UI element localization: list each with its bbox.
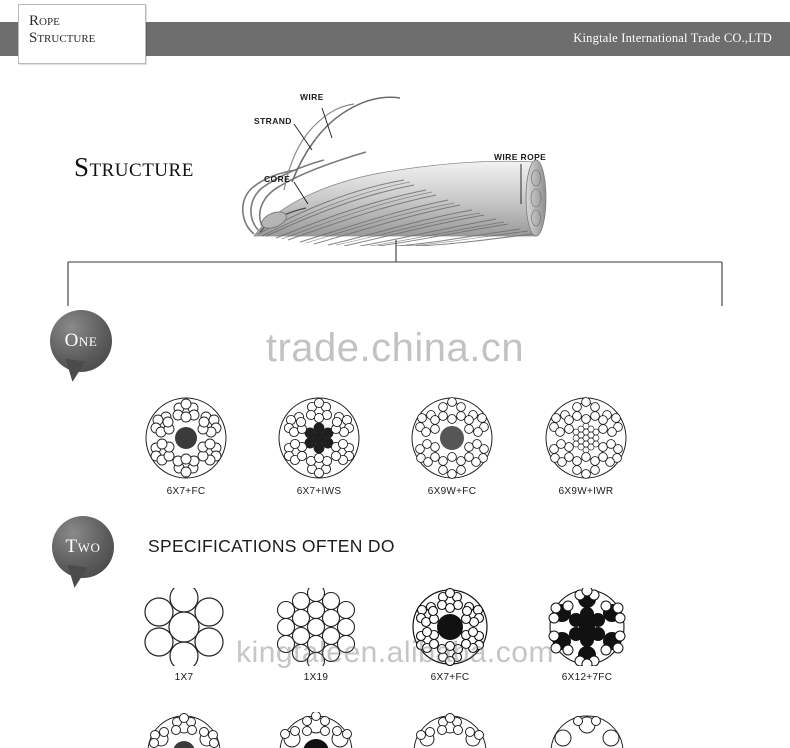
cross-section-item <box>408 396 496 497</box>
rope-cross-section-6x7-iws <box>275 396 363 480</box>
badge-two-label: Two <box>65 536 101 557</box>
cross-section-item <box>540 588 634 683</box>
rope-cross-section-partial-a <box>140 712 228 748</box>
wire-rope-callout: WIRE ROPE <box>494 152 547 162</box>
wire-callout: WIRE <box>300 92 324 102</box>
cross-section-caption: 6X7+FC <box>166 486 206 497</box>
wire-rope-drawing <box>236 86 556 246</box>
cross-section-caption: 6X7+FC <box>430 672 470 683</box>
badge-one <box>50 310 112 372</box>
cross-section-item <box>540 712 634 748</box>
cross-section-row-3 <box>0 712 790 748</box>
connector-tree <box>0 240 790 310</box>
cross-section-caption: 6X9W+IWR <box>558 486 614 497</box>
cross-section-caption: 6X7+IWS <box>296 486 342 497</box>
cross-section-item <box>406 712 494 748</box>
structure-title: Structure <box>74 152 194 182</box>
cross-section-item <box>140 712 228 748</box>
watermark-alibaba: kingtaleen.alibaba.com <box>236 636 554 669</box>
watermark-trade: trade.china.cn <box>265 326 525 370</box>
strand-callout: STRAND <box>254 116 292 126</box>
rope-cross-section-6x12-7fc <box>540 588 634 666</box>
badge-one-label: One <box>64 330 98 351</box>
cross-section-item <box>406 588 494 683</box>
rope-cross-section-6x7-fc <box>142 396 230 480</box>
cross-section-item <box>140 588 228 683</box>
cross-section-item <box>275 396 363 497</box>
cross-section-item <box>272 712 360 748</box>
cross-section-caption: 1X19 <box>303 672 329 683</box>
cross-section-item <box>142 396 230 497</box>
rope-cross-section-1x7 <box>140 588 228 666</box>
rope-cross-section-1x19 <box>272 588 360 666</box>
company-name: Kingtale International Trade CO.,LTD <box>573 31 772 45</box>
cross-section-caption: 6X9W+FC <box>427 486 477 497</box>
badge-two <box>52 516 114 578</box>
connector-tree-lines <box>0 240 790 310</box>
specifications-heading: SPECIFICATIONS OFTEN DO <box>148 536 395 556</box>
wire-rope-illustration <box>236 86 556 246</box>
cross-section-caption: 6X12+7FC <box>561 672 613 683</box>
core-callout: CORE <box>264 174 291 184</box>
rope-cross-section-partial-c <box>406 712 494 748</box>
cross-section-item <box>272 588 360 683</box>
cross-section-row-1 <box>0 396 790 506</box>
logo-line-1: Rope <box>29 13 60 29</box>
rope-cross-section-6x9w-iwr <box>542 396 630 480</box>
cross-section-row-2 <box>0 588 790 698</box>
logo-line-2: Structure <box>29 29 96 46</box>
rope-cross-section-6x7-fc-bold <box>406 588 494 666</box>
rope-cross-section-partial-d <box>540 712 634 748</box>
logo-box <box>18 4 146 64</box>
cross-section-caption: 1X7 <box>174 672 194 683</box>
rope-cross-section-partial-b <box>272 712 360 748</box>
cross-section-item <box>542 396 630 497</box>
rope-cross-section-6x9w-fc <box>408 396 496 480</box>
